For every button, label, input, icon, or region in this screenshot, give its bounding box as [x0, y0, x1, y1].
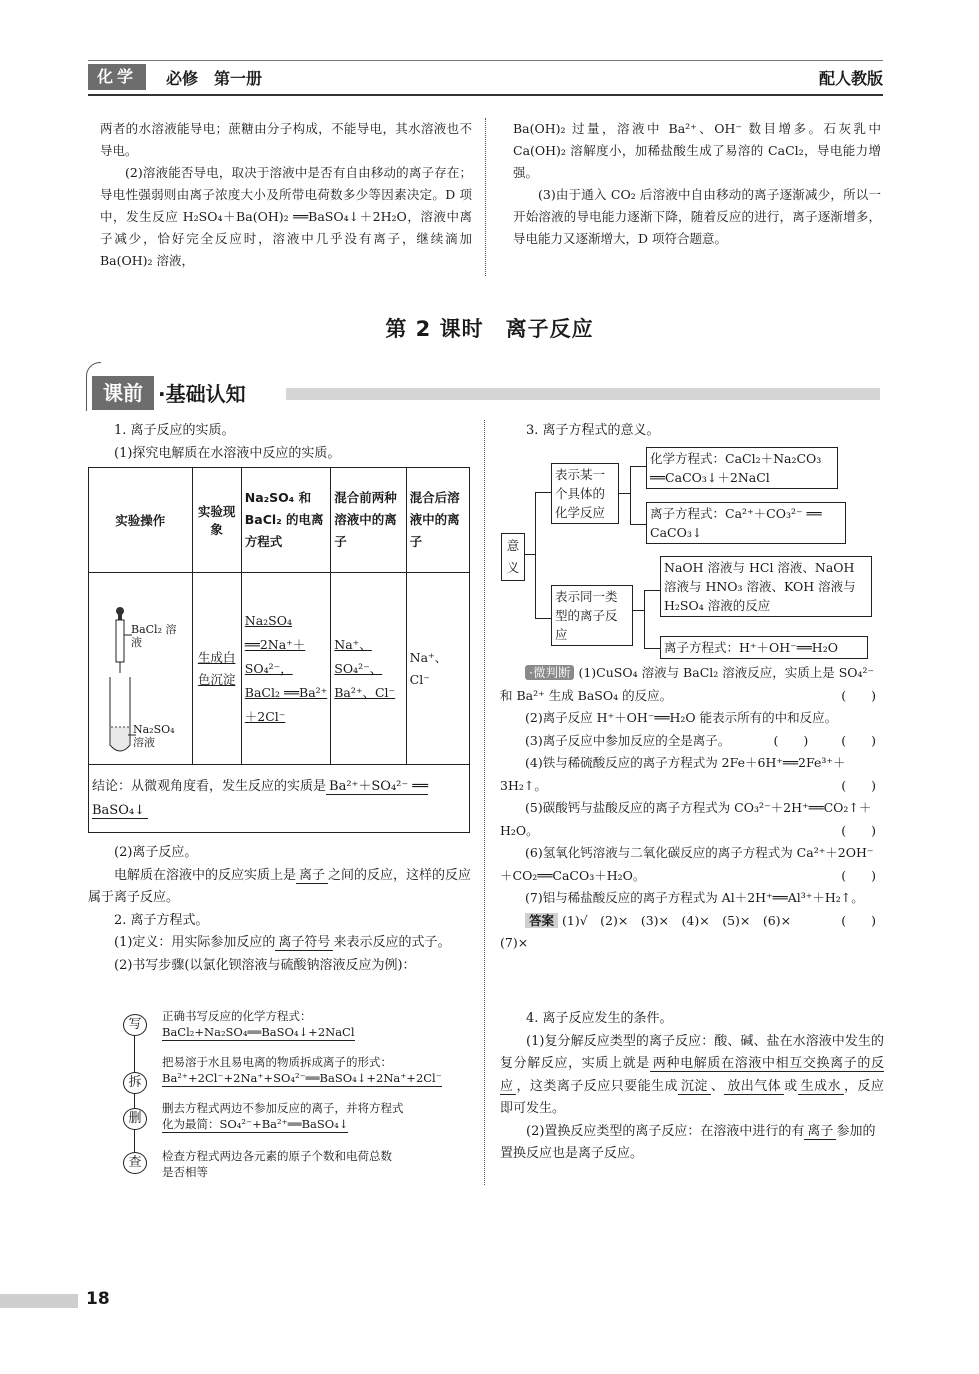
judge-section	[500, 662, 884, 955]
judge-7: (7)铝与稀盐酸反应的离子方程式为 Al＋2H⁺══Al³⁺＋H₂↑。 ( )	[525, 890, 876, 928]
judge-2: (2)离子反应 H⁺＋OH⁻══H₂O 能表示所有的中和反应。 ( )	[525, 710, 876, 748]
top-left-text: 两者的水溶液能导电；蔗糖由分子构成，不能导电，其水溶液也不导电。 (2)溶液能否导电，取决于溶液中是否有自由移动的离子存在；导电性强弱则由离子浓度大小及所带电荷数多少等因素决定。D 项中，发生反应 H₂SO₄＋Ba(OH)₂ ══BaSO₄↓＋2H₂O，溶液中离子减少，恰好完全反应时，溶液中几乎没有离子，继续滴加 Ba(OH)₂ 溶液，	[100, 121, 472, 268]
heading-1-1: (1)探究电解质在水溶液中反应的实质。	[114, 445, 341, 461]
judge-5: (5)碳酸钙与盐酸反应的离子方程式为 CO₃²⁻＋2H⁺══CO₂↑＋H₂O。 ( )	[500, 800, 876, 838]
heading-3: 3. 离子方程式的意义。	[526, 423, 660, 438]
header-rule	[88, 60, 883, 61]
conditions-section	[500, 1008, 884, 1166]
diagram-specific: 表示某一个具体的化学反应	[551, 463, 619, 524]
step-delete: 删去方程式两边不参加反应的离子，并将方程式 化为最简：SO₄²⁻+Ba²⁺══BaSO₄↓	[162, 1101, 404, 1131]
judge-6: (6)氢氧化钙溶液与二氧化碳反应的离子方程式为 Ca²⁺＋2OH⁻＋CO₂══CaCO₃＋H₂O。 ( )	[500, 845, 876, 883]
step-circle-check: 查	[123, 1152, 147, 1174]
column-divider-lower	[484, 420, 485, 1185]
lesson-title: 第 2 课时 离子反应	[385, 317, 594, 341]
diagram-ion-eq-a: 离子方程式：Ca²⁺＋CO₃²⁻ ══ CaCO₃↓	[646, 502, 846, 544]
right-heading-3-wrap	[500, 420, 884, 443]
judge-1: ·微判断 (1)CuSO₄ 溶液与 BaCl₂ 溶液反应，实质上是 SO₄²⁻ 和 Ba²⁺ 生成 BaSO₄ 的反应。 ( )	[500, 665, 876, 703]
heading-1: 1. 离子反应的实质。	[114, 423, 235, 438]
section-title: ·基础认知	[158, 382, 246, 406]
diagram-root: 意义	[501, 533, 525, 581]
header-rule-bottom	[88, 94, 883, 96]
section-badge: 课前	[92, 376, 154, 410]
left-column	[88, 420, 472, 465]
section-bar	[286, 388, 880, 400]
subject-badge: 化学	[88, 64, 146, 90]
th-before: 混合前两种溶液中的离子	[331, 468, 406, 573]
top-right-text: Ba(OH)₂ 过量，溶液中 Ba²⁺、OH⁻ 数目增多。石灰乳中 Ca(OH)₂ 溶解度小，加稀盐酸生成了易溶的 CaCl₂，导电能力增强。 (3)由于通入 CO₂ 后溶液中自由移动的离子逐渐减少，所以一开始溶液的导电能力逐渐下降，随着反应的进行，离子逐渐增多，导电能力又逐渐增大，D 项符合题意。	[513, 121, 881, 246]
step-circle-split: 拆	[123, 1072, 147, 1094]
th-ionization: Na₂SO₄ 和 BaCl₂ 的电离方程式	[241, 468, 330, 573]
answer-line: 答案 (1)√ (2)× (3)× (4)× (5)× (6)× (7)×	[500, 912, 804, 950]
condition-2: (2)置换反应类型的离子反应：在溶液中进行的有 离子 参加的置换反应也是离子反应。	[500, 1123, 876, 1161]
definition-para: (1)定义：用实际参加反应的 离子符号 来表示反应的式子。	[114, 935, 451, 950]
th-phenomenon: 实验现象	[192, 468, 241, 573]
heading-4: 4. 离子反应发生的条件。	[526, 1011, 673, 1026]
label-na2so4: Na₂SO₄ 溶液	[133, 723, 175, 749]
th-after: 混合后溶液中的离子	[406, 468, 469, 573]
apparatus-cell	[89, 573, 193, 765]
conclusion-cell: 结论：从微观角度看，发生反应的实质是 Ba²⁺＋SO₄²⁻ ══ BaSO₄↓	[89, 765, 470, 833]
judge-4: (4)铁与稀硫酸反应的离子方程式为 2Fe＋6H⁺══2Fe³⁺＋3H₂↑。 ( )	[500, 755, 876, 793]
experiment-table	[88, 467, 470, 833]
step-circle-write: 写	[123, 1014, 147, 1036]
ionization-cell: Na₂SO₄ ══2Na⁺＋SO₄²⁻，BaCl₂ ══Ba²⁺＋2Cl⁻	[241, 573, 330, 765]
ion-reaction-para: 电解质在溶液中的反应实质上是 离子 之间的反应，这样的反应属于离子反应。	[88, 867, 472, 905]
phenomenon-cell: 生成白色沉淀	[192, 573, 241, 765]
answer-tag: 答案	[525, 913, 558, 928]
step-circle-delete: 删	[123, 1108, 147, 1130]
diagram-examples: NaOH 溶液与 HCl 溶液、NaOH 溶液与 HNO₃ 溶液、KOH 溶液与 H₂SO₄ 溶液的反应	[660, 556, 872, 617]
step-write: 正确书写反应的化学方程式： BaCl₂+Na₂SO₄══BaSO₄↓+2NaCl	[162, 1009, 355, 1039]
step-split: 把易溶于水且易电离的物质拆成离子的形式： Ba²⁺+2Cl⁻+2Na⁺+SO₄²⁻══BaSO₄↓+2Na⁺+2Cl⁻	[162, 1055, 442, 1085]
diagram-ion-eq-b: 离子方程式：H⁺＋OH⁻══H₂O	[660, 636, 868, 659]
after-ions-cell: Na⁺、Cl⁻	[406, 573, 469, 765]
step-check: 检查方程式两边各元素的原子个数和电荷总数 是否相等	[162, 1149, 392, 1179]
book-title: 必修 第一册	[166, 69, 263, 88]
column-divider	[485, 118, 486, 276]
left-column-lower: (2)离子反应。 电解质在溶液中的反应实质上是 离子 之间的反应，这样的反应属于离子反应。 2. 离子方程式。 (1)定义：用实际参加反应的 离子符号 来表示反应的式子。 (2)书写步骤(以氯化钡溶液与硫酸钠溶液反应为例)：	[88, 845, 472, 973]
diagram-general: 表示同一类型的离子反应	[551, 585, 633, 646]
judge-3: (3)离子反应中参加反应的全是离子。 ( )	[525, 732, 809, 748]
condition-1: (1)复分解反应类型的离子反应：酸、碱、盐在水溶液中发生的复分解反应，实质上就是 两种电解质在溶液中相互交换离子的反应 ，这类离子反应只要能生成 沉淀 、 放出气体 或 生成水 ，反应即可发生。	[500, 1033, 884, 1116]
footer-bar	[0, 1294, 78, 1308]
before-ions-cell: Na⁺、SO₄²⁻、Ba²⁺、Cl⁻	[331, 573, 406, 765]
diagram-chem-eq: 化学方程式：CaCl₂＋Na₂CO₃ ══CaCO₃↓＋2NaCl	[646, 447, 838, 489]
th-operation: 实验操作	[89, 468, 193, 573]
label-bacl2: BaCl₂ 溶液	[131, 623, 177, 649]
page-number: 18	[86, 1289, 110, 1309]
edition-label: 配人教版	[818, 69, 883, 88]
judge-tag: ·微判断	[525, 665, 574, 680]
